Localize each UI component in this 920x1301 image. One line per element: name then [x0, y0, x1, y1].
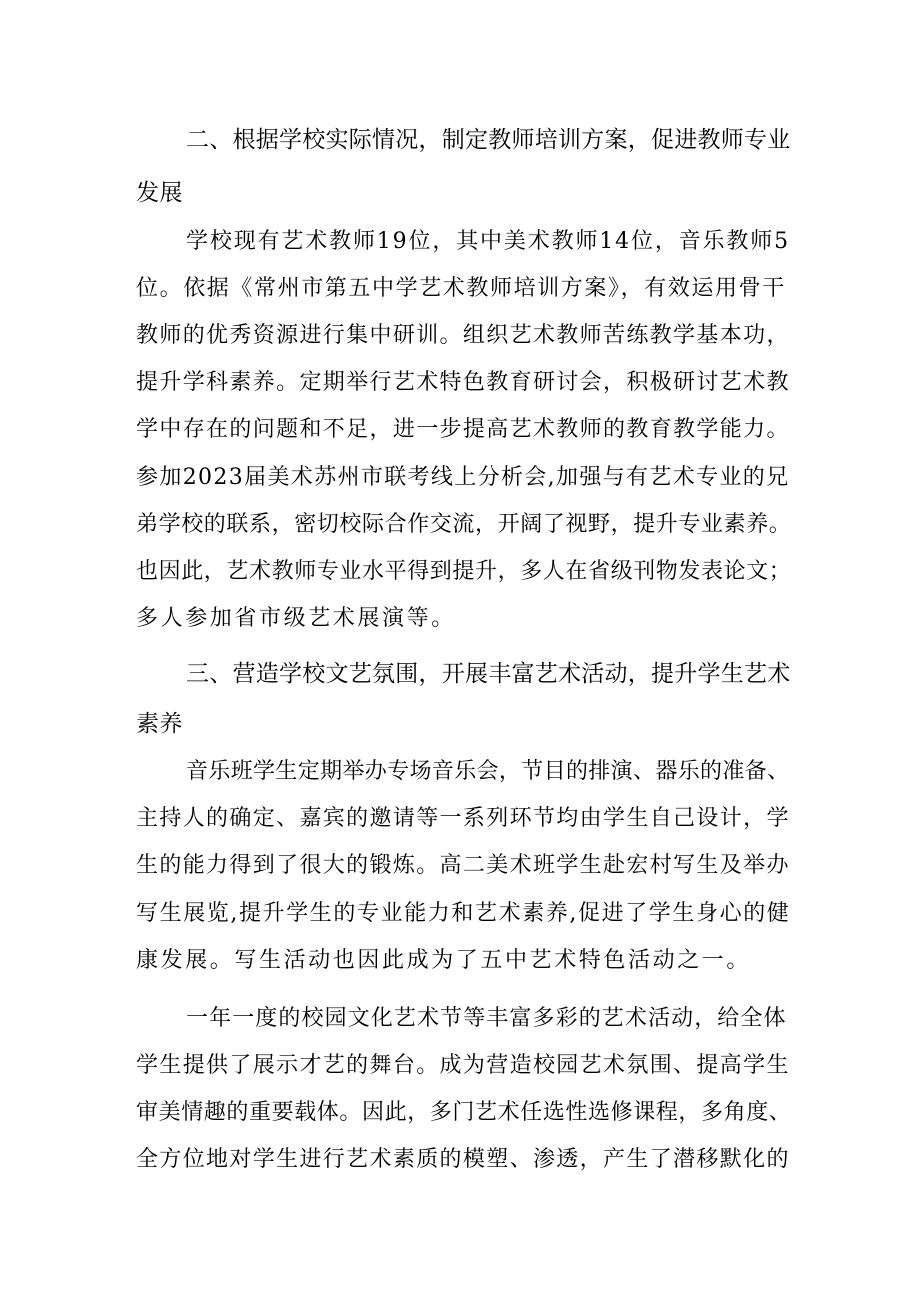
paragraph-line: 主持人的确定、嘉宾的邀请等一系列环节均由学生自己设计，学	[136, 806, 790, 831]
paragraph-line: 生的能力得到了很大的锻炼。高二美术班学生赴宏村写生及举办	[136, 853, 790, 878]
paragraph-line: 多人参加省市级艺术展演等。	[136, 606, 456, 631]
heading-line: 三、营造学校文艺氛围，开展丰富艺术活动，提升学生艺术	[186, 661, 791, 687]
paragraph-line: 一年一度的校园文化艺术节等丰富多彩的艺术活动，给全体	[186, 1006, 787, 1031]
paragraph-line: 审美情趣的重要载体。因此，多门艺术任选性选修课程，多角度、	[136, 1100, 792, 1125]
paragraph-line: 全方位地对学生进行艺术素质的模塑、渗透，产生了潜移默化的	[136, 1147, 790, 1172]
paragraph-line: 写生展览,提升学生的专业能力和艺术素养,促进了学生身心的健	[136, 901, 791, 926]
paragraph-line: 学中存在的问题和不足，进一步提高艺术教师的教育教学能力。	[136, 417, 790, 442]
paragraph-line: 弟学校的联系，密切校际合作交流，开阔了视野，提升专业素养。	[136, 512, 792, 537]
heading-line: 发展	[136, 180, 183, 206]
paragraph-line: 音乐班学生定期举办专场音乐会，节目的排演、器乐的准备、	[186, 759, 790, 784]
paragraph-line: 学生提供了展示才艺的舞台。成为营造校园艺术氛围、提高学生	[136, 1053, 790, 1078]
paragraph-line: 教师的优秀资源进行集中研训。组织艺术教师苦练教学基本功，	[136, 323, 790, 348]
paragraph-line: 参加2023届美术苏州市联考线上分析会,加强与有艺术专业的兄	[136, 465, 790, 490]
paragraph-line: 位。依据《常州市第五中学艺术教师培训方案》，有效运用骨干	[136, 276, 786, 301]
paragraph-line: 学校现有艺术教师19位，其中美术教师14位，音乐教师5	[186, 229, 790, 254]
heading-line: 素养	[136, 711, 183, 737]
paragraph-line: 提升学科素养。定期举行艺术特色教育研讨会，积极研讨艺术教	[136, 370, 790, 395]
paragraph-line: 康发展。写生活动也因此成为了五中艺术特色活动之一。	[136, 948, 752, 973]
paragraph-line: 也因此，艺术教师专业水平得到提升，多人在省级刊物发表论文；	[136, 559, 792, 584]
heading-line: 二、根据学校实际情况，制定教师培训方案，促进教师专业	[186, 127, 791, 153]
